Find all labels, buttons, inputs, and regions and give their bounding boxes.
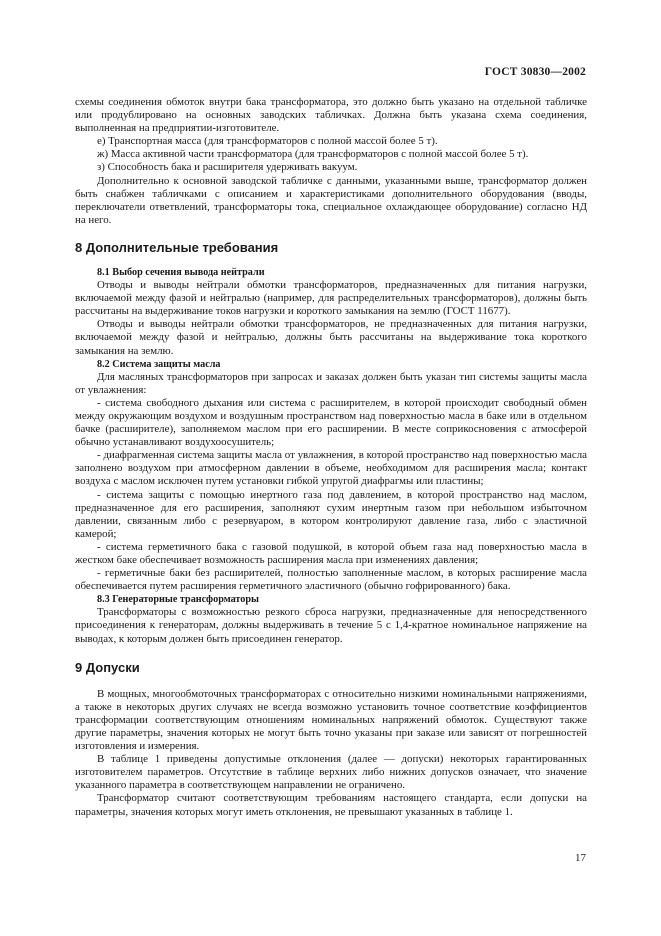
body-text [75,96,587,819]
list-item-z: з) Способность бака и расширителя удерживать вакуум. [97,161,358,174]
list-item-sealed-tank: - герметичные баки без расширителей, полностью заполненные маслом, в которых расширение масла обеспечивается путем расширения герметичного эластичного (обычно гофрированного) бака. [75,567,587,593]
paragraph-8-1-2: Отводы и выводы нейтрали обмотки трансформаторов, не предназначенных для питания нагрузки, включаемой между фазой и нейтралью, должны быть рассчитаны на выдерживание тока короткого замыкания на землю. [75,318,587,357]
paragraph-additional-plates: Дополнительно к основной заводской табличке с данными, указанными выше, трансформатор должен быть снабжен табличками с описанием и характеристиками дополнительного оборудования (вводы, переключатели ответвлений, трансформаторы тока, специальное охлаждающее оборудование) согласно НД на него. [75,174,587,226]
list-item-free-breathing: - система свободного дыхания или система с расширителем, в которой происходит свободный обмен между окружающим воздухом и воздушным пространством над поверхностью масла в баке или в отдельном бачке (расширителе), заполняемом маслом при его расширении. В месте соприкосновения с атмосферой обычно устанавливают воздухоосушитель; [75,396,587,449]
page-number: 17 [575,852,586,864]
paragraph-9-3: Трансформатор считают соответствующим требованиям настоящего стандарта, если допуски на параметры, значения которых могут иметь отклонения, не превышают указанных в таблице 1. [75,792,587,818]
section-8-heading: 8 Дополнительные требования [75,239,279,255]
list-item-inert-gas: - система защиты с помощью инертного газа под давлением, в которой пространство над маслом, предназначенное для его расширения, заполняют сухим инертным газом при небольшом избыточном давлении, связанным либо с резервуаром, в котором контролируют давление газа, либо с эластичной камерой; [75,488,587,540]
list-item-gas-cushion: - система герметичного бака с газовой подушкой, в которой объем газа над поверхностью масла в жестком баке обеспечивает возможность расширения масла при изменениях давления; [75,540,587,566]
list-item-e: е) Транспортная масса (для трансформаторов с полной массой более 5 т). [97,135,438,148]
list-item-diaphragm: - диафрагменная система защиты масла от увлажнения, в которой пространство над поверхностью масла заполнено воздухом при атмосферном давлении в объеме, необходимом для расширения масла; контакт воздуха с маслом исключен путем установки гибкой упругой диафрагмы или пластины; [75,449,587,488]
paragraph-8-1-1: Отводы и выводы нейтрали обмотки трансформаторов, предназначенных для питания нагрузки, включаемой между фазой и нейтралью (например, для распределительных трансформаторов), должны быть рассчитаны на выдерживание токов нагрузки и короткого замыкания на землю (ГОСТ 11677). [75,279,587,318]
paragraph-9-1: В мощных, многообмоточных трансформаторах с относительно низкими номинальными напряжениями, а также в некоторых других случаях не всегда возможно установить точное соответствие коэффициентов трансформации соответствующим отношениям номинальных напряжений обмоток. Существуют также другие параметры, значения которых не могут быть точно указаны при заказе или зависят от погрешностей изготовления и измерения. [75,687,587,753]
section-9-heading: 9 Допуски [75,659,140,675]
subsection-8-3-heading: 8.3 Генераторные трансформаторы [97,594,259,606]
paragraph-8-3-1: Трансформаторы с возможностью резкого сброса нагрузки, предназначенные для непосредственного присоединения к генераторам, должны выдерживать в течение 5 с 1,4-кратное номинальное напряжение на выводах, к которым должен быть присоединен генератор. [75,606,587,645]
subsection-8-2-heading: 8.2 Система защиты масла [97,358,221,370]
paragraph-9-2: В таблице 1 приведены допустимые отклонения (далее — допуски) некоторых гарантированных изготовителем параметров. Отсутствие в таблице верхних либо нижних допусков означает, что значение указанного параметра в соответствующем направлении не ограничено. [75,753,587,792]
paragraph-8-2-1: Для масляных трансформаторов при запросах и заказах должен быть указан тип системы защиты масла от увлажнения: [75,370,587,396]
subsection-8-1-heading: 8.1 Выбор сечения вывода нейтрали [97,266,265,278]
document-code-header: ГОСТ 30830—2002 [484,66,586,78]
list-item-zh: ж) Масса активной части трансформатора (для трансформаторов с полной массой более 5 т). [97,148,529,161]
paragraph-continuation: схемы соединения обмоток внутри бака трансформатора, это должно быть указано на отдельной табличке или продублировано на основных заводских табличках. Должна быть указана схема соединения, выполненная на предприятии-изготовителе. [75,96,587,135]
